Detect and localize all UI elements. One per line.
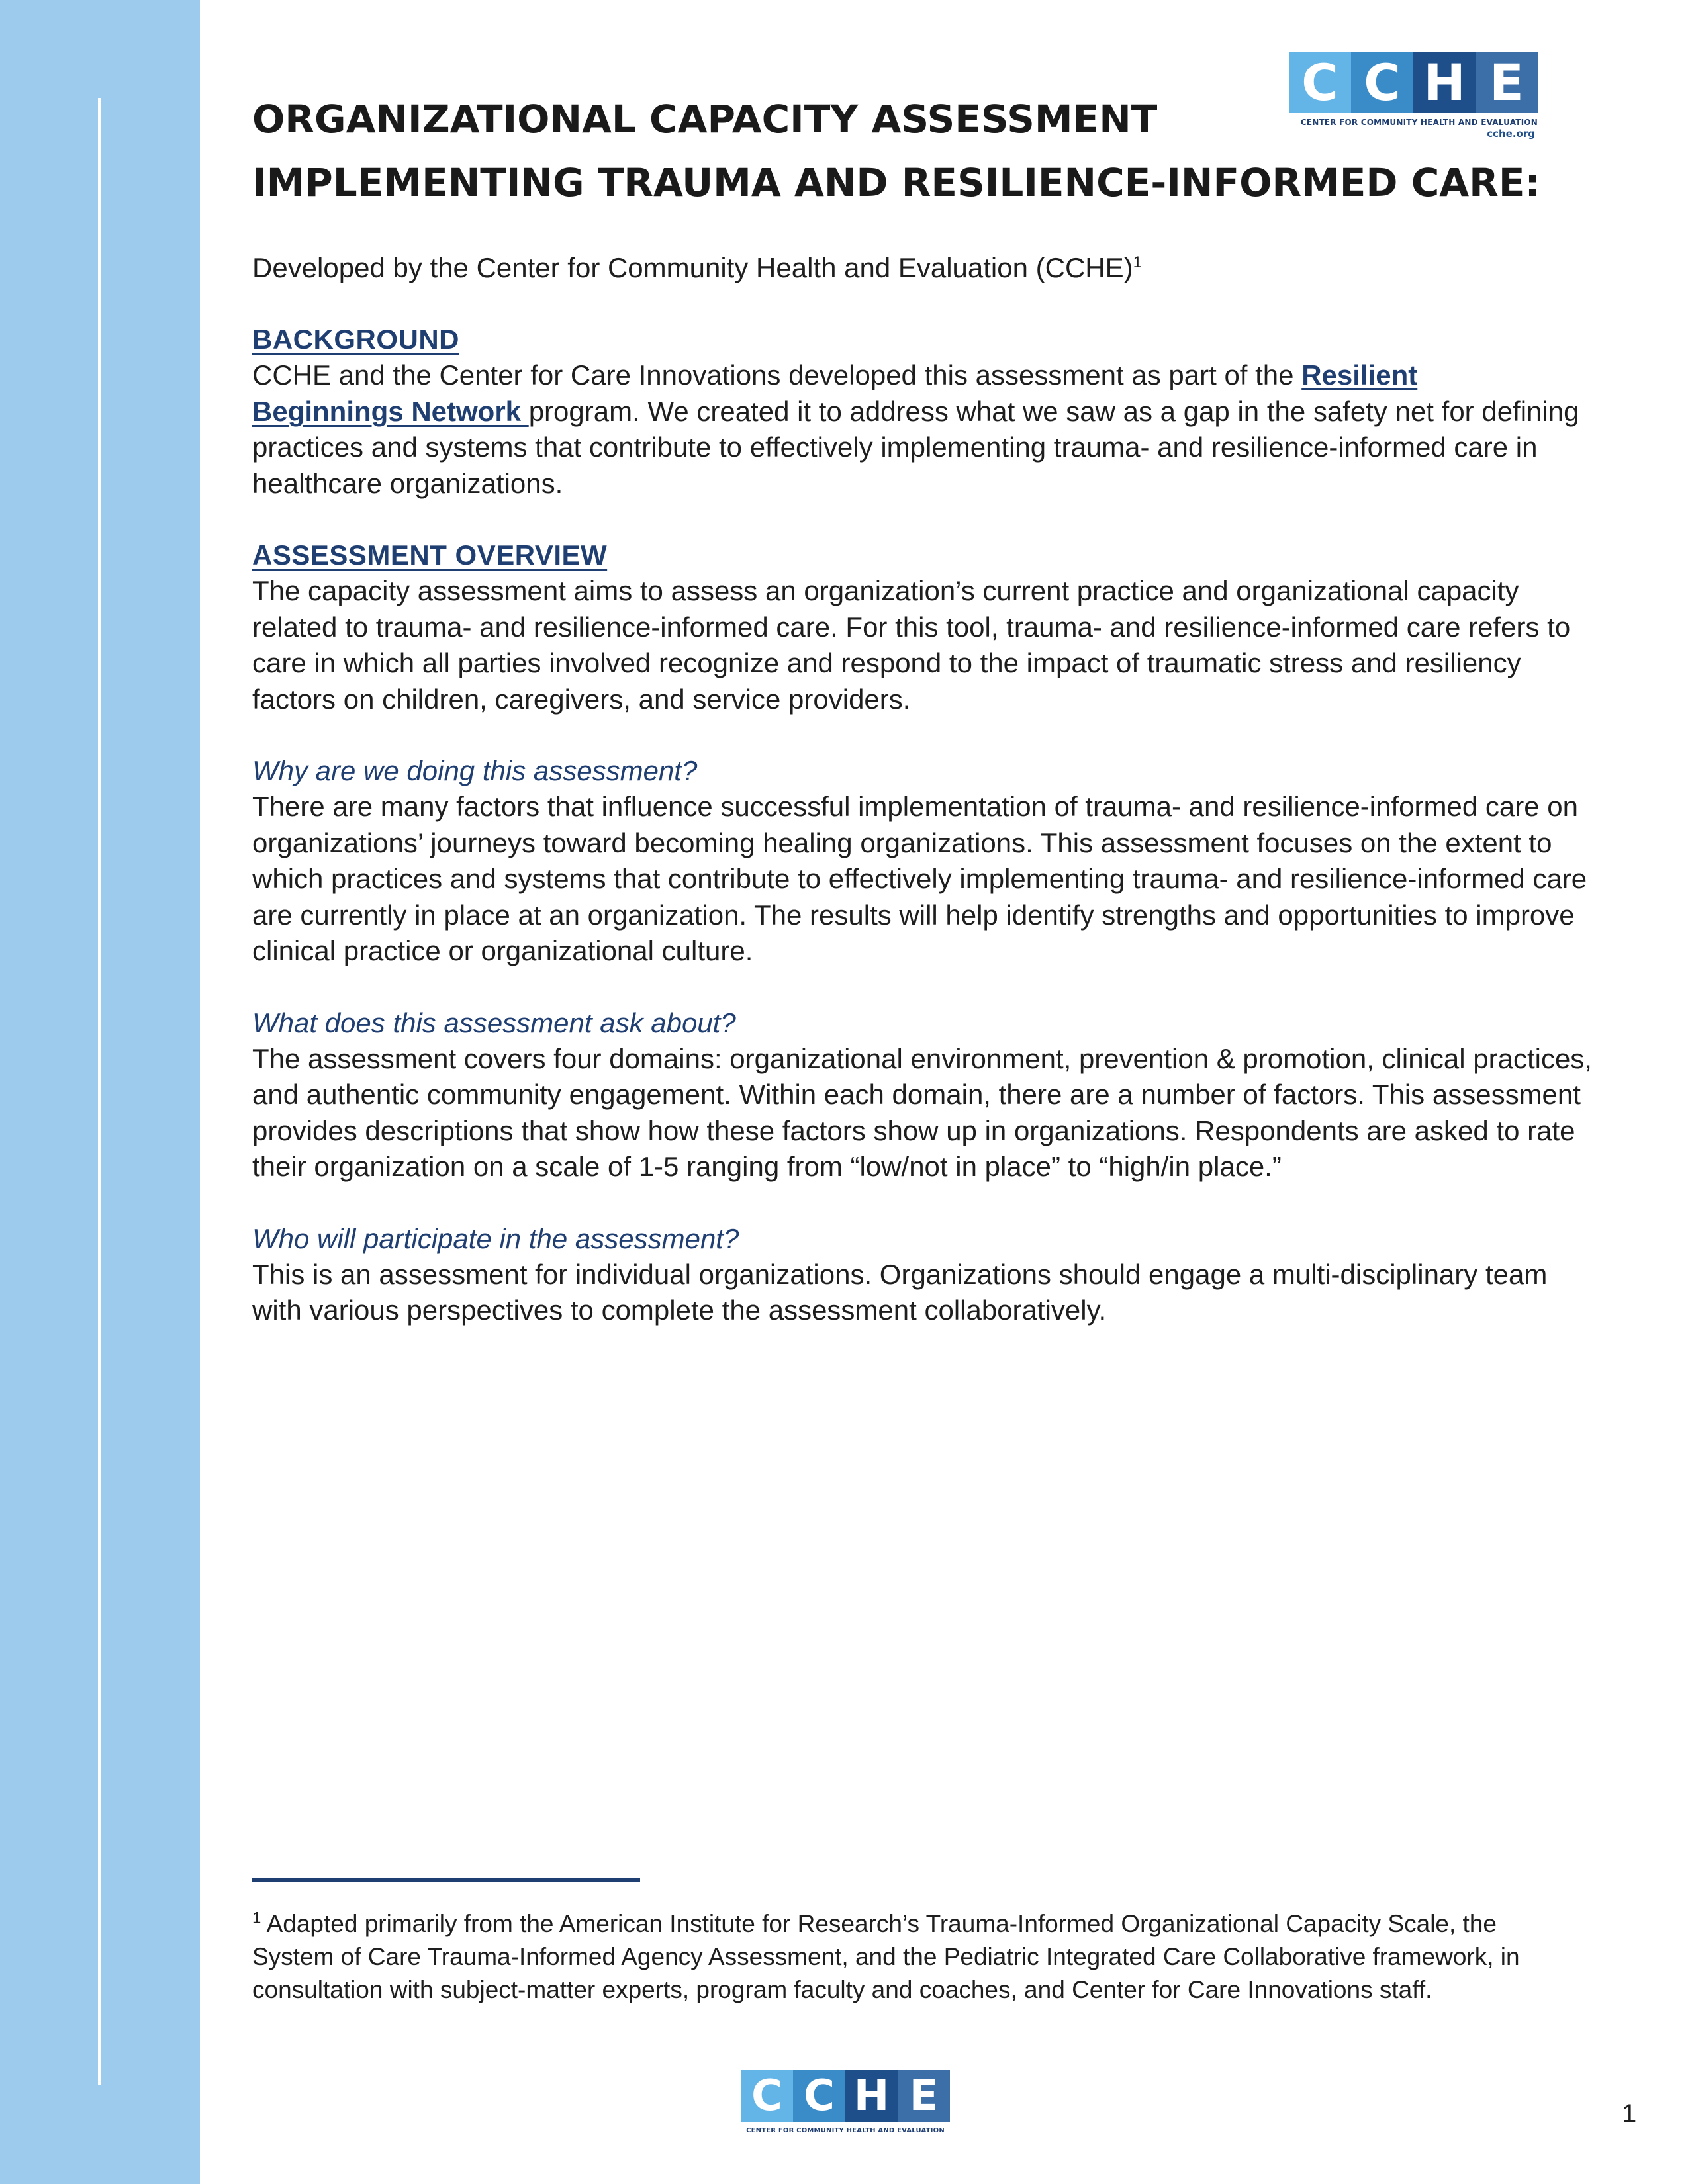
footnote [252,1907,1563,2007]
page-number: 1 [1622,2099,1637,2128]
overview-paragraph: The capacity assessment aims to assess an organization’s current practice and organizational capacity related to trauma- and resilience-informed care. For this tool, trauma- and resilience-informed care refers to care in which all parties involved recognize and respond to the impact of traumatic stress and resiliency factors on children, caregivers, and service providers. [252,575,1571,715]
title-line-2: IMPLEMENTING TRAUMA AND RESILIENCE-INFORMED CARE: [252,160,1540,205]
cche-logo-footer [740,2070,951,2134]
logo-tagline: CENTER FOR COMMUNITY HEALTH AND EVALUATION [1300,118,1538,127]
logo-letter-c: C [1351,52,1413,113]
what-section [252,1005,1596,1185]
credit-line [252,250,1596,286]
why-question: Why are we doing this assessment? [252,755,698,786]
footnote-mark: 1 [252,1909,261,1927]
logo-tagline: CENTER FOR COMMUNITY HEALTH AND EVALUATION [746,2127,945,2134]
footnote-text: Adapted primarily from the American Institute for Research’s Trauma-Informed Organizational Capacity Scale, the System of Care Trauma-Informed Agency Assessment, and the Pediatric Integrated Care Collaborative framework, in consultation with subject-matter experts, program faculty and coaches, and Center for Care Innovations staff. [252,1910,1520,2003]
resilient-beginnings-link[interactable]: Resilient [1301,359,1418,390]
overview-section [252,537,1596,717]
logo-letter-h: H [1413,52,1476,113]
logo-letter-c: C [793,2070,845,2122]
credit-text: Developed by the Center for Community Health and Evaluation (CCHE) [252,252,1133,283]
resilient-beginnings-link-continued[interactable]: Beginnings Network [252,395,529,427]
who-paragraph: This is an assessment for individual organizations. Organizations should engage a multi-disciplinary team with various perspectives to complete the assessment collaboratively. [252,1258,1548,1326]
logo-letter-h: H [845,2070,898,2122]
why-section [252,753,1596,970]
background-text-before-link: CCHE and the Center for Care Innovations developed this assessment as part of the [252,359,1302,390]
credit-footnote-mark: 1 [1133,253,1142,271]
title-line-1: ORGANIZATIONAL CAPACITY ASSESSMENT [252,97,1158,142]
background-text-after-link: program. We created it to address what we saw as a gap in the safety net for defining practices and systems that contribute to effectively implementing trauma- and resilience-informed care in healthcare organizations. [252,395,1579,499]
logo-url: cche.org [1487,128,1535,140]
left-vertical-rule [98,98,101,2085]
document-title [252,87,1596,214]
logo-letters [741,2070,950,2122]
footnote-divider [252,1878,640,1882]
why-paragraph: There are many factors that influence successful implementation of trauma- and resilience-informed care on organizations’ journeys toward becoming healing organizations. This assessment focuses on the extent to which practices and systems that contribute to effectively implementing trauma- and resilience-informed care are currently in place at an organization. The results will help identify strengths and opportunities to improve clinical practice or organizational culture. [252,791,1587,966]
background-section [252,322,1596,502]
background-paragraph [252,357,1596,502]
what-question: What does this assessment ask about? [252,1007,736,1038]
logo-letter-c: C [1289,52,1351,113]
background-heading: BACKGROUND [252,324,459,355]
who-section [252,1221,1596,1329]
overview-heading: ASSESSMENT OVERVIEW [252,539,608,570]
logo-letter-c: C [741,2070,793,2122]
main-content [252,87,1596,1329]
logo-letter-e: E [1476,52,1538,113]
who-question: Who will participate in the assessment? [252,1222,739,1254]
what-paragraph: The assessment covers four domains: organizational environment, prevention & promotion, clinical practices, and authentic community engagement. Within each domain, there are a number of factors. This assessment provides descriptions that show how these factors show up in organizations. Respondents are asked to rate their organization on a scale of 1-5 ranging from “low/not in place” to “high/in place.” [252,1042,1592,1182]
logo-letter-e: E [898,2070,950,2122]
